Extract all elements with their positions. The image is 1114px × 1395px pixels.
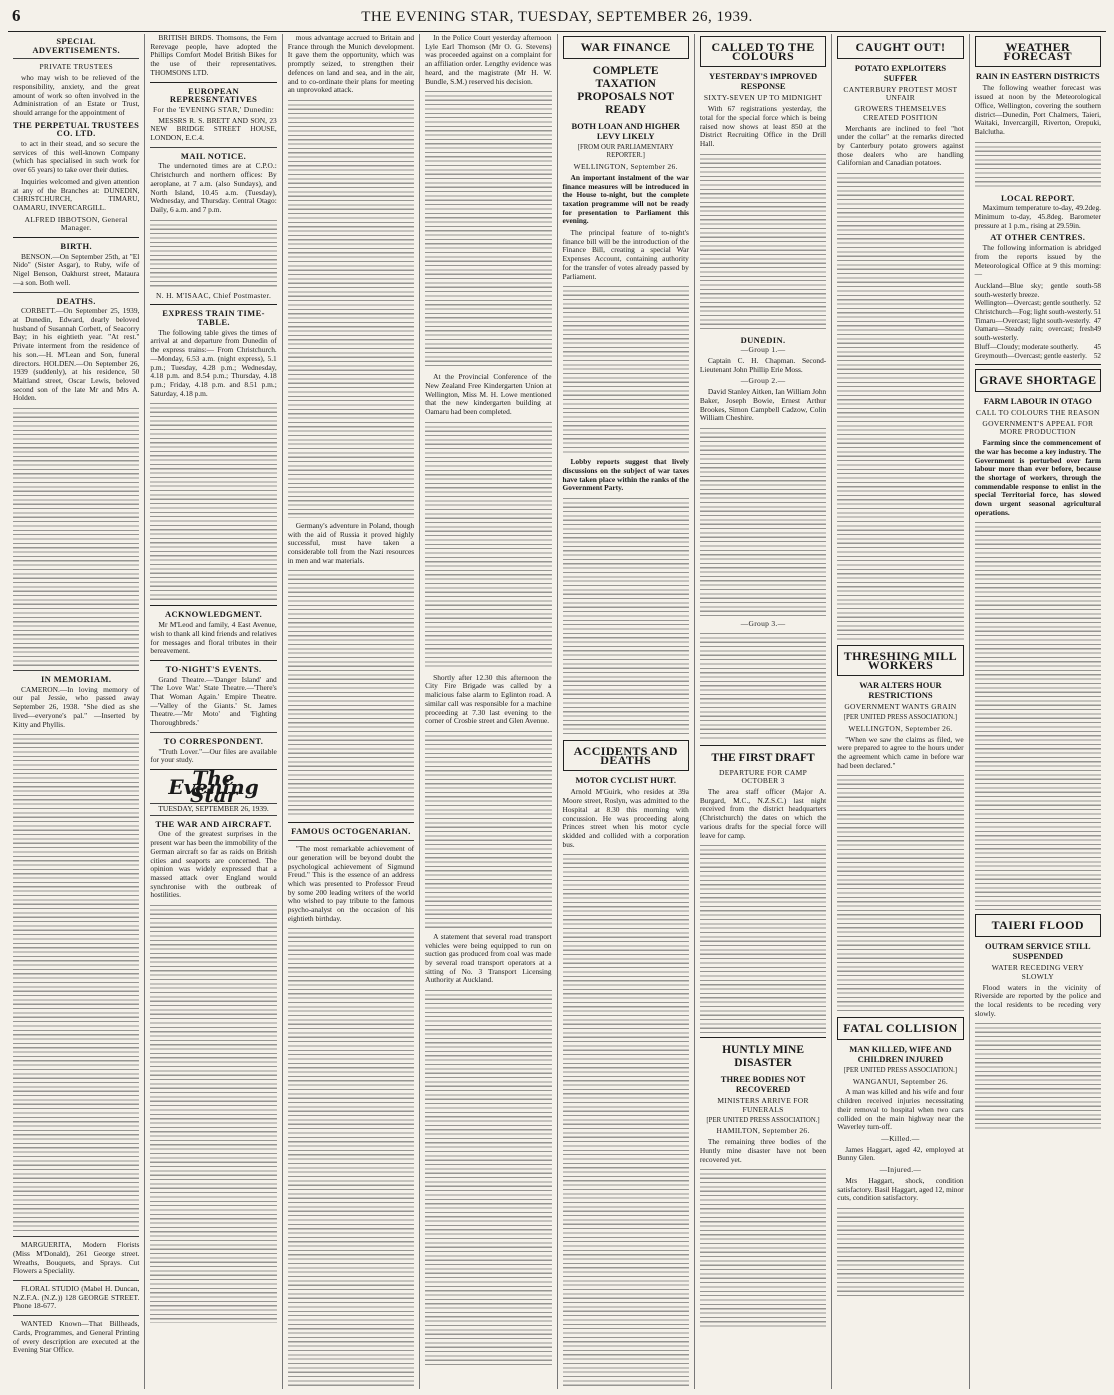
first-draft-heading: THE FIRST DRAFT [711, 751, 815, 764]
column-2 [145, 34, 282, 1389]
trustees-text-2: to act in their stead, and so secure the services of this well-known Company (which has specialised in such work for over 65 years) to take over their duties. [13, 139, 140, 175]
huntly-text: The remaining three bodies of the Huntly mine disaster have not been recovered yet. [699, 1137, 827, 1164]
euro-rep-sub: For the 'EVENING STAR,' Dunedin: [153, 104, 275, 114]
injured-heading: —Injured.— [879, 1165, 922, 1175]
accidents-banner: ACCIDENTS AND DEATHS [563, 740, 689, 771]
colours-banner: CALLED TO THE COLOURS [700, 36, 826, 67]
text-filler [837, 773, 963, 1013]
text-filler [150, 218, 276, 288]
article-text: mous advantage accrued to Britain and France through the Munich development. It gave them the opportunity, which was promptly seized, to strengthen their defences on land and sea, and in the air, and to co-ordinate their plans for meeting an unprovoked attack. [287, 34, 415, 95]
text-filler [563, 852, 689, 1389]
page-columns [8, 34, 1106, 1389]
weather-row: Bluff—Cloudy; moderate southerly. 45 [974, 342, 1101, 351]
column-8 [970, 34, 1106, 1389]
threshing-banner: THRESHING MILL WORKERS [837, 645, 963, 676]
section-heading: SPECIAL ADVERTISEMENTS. [32, 36, 121, 55]
text-filler [975, 140, 1101, 190]
weather-banner: WEATHER FORECAST [975, 36, 1101, 67]
octogenarian-heading: FAMOUS OCTOGENARIAN. [291, 826, 411, 837]
weather-row: Greymouth—Overcast; gentle easterly. 52 [974, 351, 1101, 360]
press-credit: [FROM OUR PARLIAMENTARY REPORTER.] [577, 143, 674, 160]
manager: ALFRED IBBOTSON, General Manager. [24, 214, 128, 233]
injured-text: Mrs Haggart, shock, condition satisfactory. Basil Haggart, aged 12, minor cuts, condition satisfactory. [837, 1175, 964, 1203]
weather-headline: RAIN IN EASTERN DISTRICTS [976, 71, 1100, 82]
motor-cyclist-heading: MOTOR CYCLIST HURT. [575, 775, 676, 786]
war-finance-banner: WAR FINANCE [563, 36, 689, 59]
column-7 [832, 34, 969, 1389]
column-1 [8, 34, 145, 1389]
grave-shortage-subhead-2: GOVERNMENT'S APPEAL FOR MORE PRODUCTION [982, 418, 1094, 437]
article-text: Merchants are inclined to feel "hot under the collar" at the remarks directed by Canterbury potato growers against those dealers who are handling Californian and Canadian potatoes. [837, 123, 964, 168]
article-text: The principal feature of to-night's finance bill will be the introduction of the Finance Bill, creating a special War Expenses Account, containing authority for the transfer of votes already passed by Parliament. [562, 228, 689, 281]
trustees-heading: PRIVATE TRUSTEES [39, 62, 113, 72]
express-heading: EXPRESS TRAIN TIME-TABLE. [162, 308, 265, 328]
euro-rep-heading: EUROPEAN REPRESENTATIVES [169, 85, 258, 105]
potato-subhead: CANTERBURY PROTEST MOST UNFAIR [843, 84, 958, 103]
dunedin-heading: DUNEDIN. [740, 334, 786, 345]
text-filler [288, 926, 414, 1389]
paragraph-note: Shortly after 12.30 this afternoon the City Fire Brigade was called by a malicious false alarm to Eglinton road. A similar call was responsible for a machine proceeding at 7.30 last evening to the corner of Crosbie street and Glen Avenue. [425, 672, 552, 726]
potato-headline: POTATO EXPLOITERS SUFFER [854, 62, 947, 83]
other-centres-text: The following information is abridged from the reports issued by the Meteorological Office at 9 this morning:— [974, 243, 1101, 279]
text-filler [975, 1021, 1101, 1131]
huntly-heading: HUNTLY MINE DISASTER [722, 1044, 805, 1070]
birth-heading: BIRTH. [60, 241, 92, 252]
text-filler [700, 1167, 826, 1327]
weather-table [975, 282, 1101, 360]
text-filler [700, 843, 826, 1033]
mail-signed: N. H. M'ISAAC, Chief Postmaster. [156, 290, 272, 300]
column-5 [558, 34, 695, 1389]
weather-row: Oamaru—Steady rain; overcast; fresh south-westerly. 49 [974, 325, 1101, 343]
paragraph-note: A statement that several road transport vehicles were being equipped to run on suction gas produced from coal was made by several road transport operators at a sitting of No. 3 Transport Licensing Authority at Auckland. [425, 931, 552, 985]
local-report-heading: LOCAL REPORT. [1000, 192, 1075, 203]
text-filler [837, 171, 963, 641]
colours-subhead: SIXTY-SEVEN UP TO MIDNIGHT [703, 93, 823, 103]
taieri-flood-banner: TAIERI FLOOD [975, 914, 1101, 937]
leader-text: One of the greatest surprises in the present war has been the immobility of the German aircraft so far as raids on British cities and seaports are concerned. The opinion was widely expressed that a massed attack over England would synchronise with the outbreak of hostilities. [150, 829, 277, 900]
press-credit: [PER UNITED PRESS ASSOCIATION.] [843, 714, 958, 722]
paragraph-note: In the Police Court yesterday afternoon Lyle Earl Thomson (Mr O. G. Stevens) was proceeded against on a complaint for an affiliation order. Lengthy evidence was heard, and the magistrate (Mr H. W. Bundle, S.M.) reserved his decision. [425, 34, 552, 86]
text-filler [425, 89, 551, 369]
press-credit: [PER UNITED PRESS ASSOCIATION.] [706, 1116, 820, 1124]
ack-heading: ACKNOWLEDGMENT. [164, 609, 263, 620]
mail-heading: MAIL NOTICE. [180, 150, 247, 161]
text-filler [700, 631, 826, 741]
potato-subhead-2: GROWERS THEMSELVES CREATED POSITION [854, 104, 947, 122]
huntly-sub-2: MINISTERS ARRIVE FOR FUNERALS [717, 1096, 809, 1114]
first-draft-text: The area staff officer (Major A. Burgard, M.C., N.Z.S.C.) last night received from the district headquarters (Christchurch) the dates on which the various drafts for the special force will leave for camp. [699, 787, 827, 840]
fatal-collision-headline: MAN KILLED, WIFE AND CHILDREN INJURED [849, 1044, 952, 1065]
correspondent-heading: TO CORRESPONDENT. [163, 735, 264, 746]
lobby-paragraph: Lobby reports suggest that lively discussions on the subject of war taxes have taken place within the ranks of the Government Party. [562, 457, 689, 493]
newspaper-nameplate: The Evening Star [168, 765, 259, 808]
huntly-sub: THREE BODIES NOT RECOVERED [720, 1074, 806, 1095]
article-text: With 67 registrations yesterday, the total for the special force which is being raised now shows at least 850 at the District Recruiting Office in the Drill Hall. [699, 104, 827, 148]
group-1-names: Captain C. H. Chapman. Second-Lieutenant John Phillip Erie Moss. [699, 356, 827, 374]
taieri-flood-subhead: WATER RECEDING VERY SLOWLY [991, 963, 1084, 981]
article-text: Germany's adventure in Poland, though with the aid of Russia it proved highly successful, must have taken a considerable toll from the Nazi resources in men and war materials. [287, 520, 415, 565]
weather-row: Wellington—Overcast; gentle southerly. 52 [974, 299, 1101, 308]
ack-text: Mr M'Leod and family, 4 East Avenue, wish to thank all kind friends and relatives for messages and floral tributes in their bereavement. [150, 620, 277, 656]
text-filler [563, 496, 689, 736]
masthead-title: THE EVENING STAR, TUESDAY, SEPTEMBER 26, 1939. [361, 9, 753, 25]
branches: Inquiries welcomed and given attention at any of the Branches at: DUNEDIN, CHRISTCHURCH, TIMARU, OAMARU, INVERCARGILL. [13, 176, 140, 212]
text-filler [837, 1206, 963, 1296]
threshing-subhead: GOVERNMENT WANTS GRAIN [844, 702, 957, 712]
text-filler [288, 98, 414, 518]
studio-ad: FLORAL STUDIO (Mabel H. Duncan, N.Z.F.A. (N.Z.)) 128 GEORGE STREET. Phone 18-677. [13, 1284, 140, 1311]
paragraph-note: At the Provincial Conference of the New Zealand Free Kindergarten Union at Wellington, Miss M. H. Lowe mentioned that the new kindergarten building at Oamaru had been completed. [425, 372, 552, 417]
taieri-flood-text: Flood waters in the vicinity of Riverside are reported by the police and the local residents to be receding very slowly. [974, 982, 1101, 1018]
tonight-text: Grand Theatre.—'Danger Island' and 'The Love War.' State Theatre.—'There's That Woman Again.' Empire Theatre.—'Valley of the Giants.' St. James Theatre.—'Mr Moto' and 'Fighting Thoroughbreds.' [150, 674, 277, 728]
deaths-notices: CORBETT.—On September 25, 1939, at Dunedin, Edward, dearly beloved husband of Susannah Corbett, of Seacorry Bay; in his eightieth year. "At rest." Private interment from the residence of his son.—H. M'Lean and Son, funeral directors. HOLDEN.—On September 26, 1939 (suddenly), at his residence, 50 Maitland street, Oscar Lewis, beloved second son of the late Mr and Mrs A. Holden. [13, 306, 140, 403]
war-finance-subhead: BOTH LOAN AND HIGHER LEVY LIKELY [571, 120, 680, 141]
group-3: —Group 3.— [740, 618, 786, 628]
weather-row: Christchurch—Fog; light south-westerly. 51 [974, 308, 1101, 317]
florist-ad: MARGUERITA, Modern Florists (Miss M'Donald), 261 George street. Wreaths, Bouquets, and Sprays. Cut Flowers a Speciality. [13, 1240, 140, 1276]
grave-shortage-headline: FARM LABOUR IN OTAGO [983, 395, 1092, 406]
text-filler [700, 426, 826, 616]
dateline: WANGANUI, September 26. [852, 1076, 949, 1086]
text-filler [288, 568, 414, 818]
text-filler [425, 988, 551, 1368]
column-4 [420, 34, 557, 1389]
text-filler [700, 152, 826, 332]
war-finance-headline: COMPLETE TAXATION PROPOSALS NOT READY [577, 64, 675, 116]
threshing-headline: WAR ALTERS HOUR RESTRICTIONS [859, 680, 942, 701]
other-centres-heading: AT OTHER CENTRES. [990, 232, 1086, 243]
text-filler [13, 406, 139, 666]
threshing-text: "When we saw the claims as filed, we were prepared to agree to the hours under the agreement which came in before war had been declared." [837, 734, 964, 770]
text-filler [563, 284, 689, 454]
column-3 [283, 34, 420, 1389]
deaths-heading: DEATHS. [56, 295, 96, 306]
colours-headline: YESTERDAY'S IMPROVED RESPONSE [709, 71, 818, 92]
leader-heading: THE WAR AND AIRCRAFT. [155, 818, 272, 829]
grave-shortage-text: Farming since the commencement of the war has become a key industry. The Government is perturbed over farm labour more than ever before, because the shortage of workers, through the commendable response to enlist in the special Territorial force, has slowed down urgent seasonal agricultural operations. [974, 438, 1101, 517]
euro-rep-firm: MESSRS R. S. BRETT AND SON, 23 NEW BRIDGE STREET HOUSE, LONDON, E.C.4. [150, 115, 277, 143]
dateline: WELLINGTON, September 26. [573, 162, 678, 172]
weather-row: Auckland—Blue sky; gentle south-south-westerly breeze. 58 [974, 281, 1101, 299]
taieri-flood-headline: OUTRAM SERVICE STILL SUSPENDED [985, 941, 1091, 962]
dateline: HAMILTON, September 26. [716, 1126, 810, 1136]
tonight-heading: TO-NIGHT'S EVENTS. [165, 663, 262, 674]
grave-shortage-banner: GRAVE SHORTAGE [975, 369, 1101, 392]
page-number: 6 [12, 6, 21, 25]
nameplate-dateline: TUESDAY, SEPTEMBER 26, 1939. [150, 803, 276, 816]
dateline: WELLINGTON, September 26. [848, 723, 953, 733]
company-name: THE PERPETUAL TRUSTEES CO. LTD. [13, 119, 140, 139]
text-filler [975, 520, 1101, 910]
memoriam-heading: IN MEMORIAM. [40, 674, 112, 685]
weather-text: The following weather forecast was issued at noon by the Meteorological Office, Wellington, covering the southern district—Dunedin, Port Chalmers, Taieri, Waitaki, Invercargill, Riverton, Orepuki, Balclutha. [974, 83, 1101, 136]
fatal-collision-text: A man was killed and his wife and four children received injuries necessitating their removal to hospital when two cars collided on the main highway near the Waverley turn-off. [837, 1087, 964, 1132]
memoriam-notice: CAMERON.—In loving memory of our pal Jessie, who passed away September 26, 1938. "She died as she lived—everyone's pal." —Inserted by Kitty and Phyllis. [13, 684, 140, 729]
text-filler [150, 903, 276, 1323]
first-draft-sub: DEPARTURE FOR CAMP OCTOBER 3 [719, 767, 808, 786]
british-birds-ad: BRITISH BIRDS. Thomsons, the Fern Rerevage people, have adopted the Phillips Comfort Model British Bikes for the use of their representatives. THOMSONS LTD. [150, 34, 277, 77]
motor-cyclist-text: Arnold M'Guirk, who resides at 39a Moore street, Roslyn, was admitted to the Hospital at 8.30 this morning with concussion. He was proceeding along Princes street when his motor cycle skidded and collided with a corporation bus. [562, 787, 689, 849]
birth-notice: BENSON.—On September 25th, at "El Nido" (Sister Asgar), to Ruby, wife of Nigel Benson, Oakhurst street, Mataura —a son. Both well. [13, 251, 140, 287]
text-filler [150, 401, 276, 601]
caught-out-banner: CAUGHT OUT! [837, 36, 963, 59]
press-credit: [PER UNITED PRESS ASSOCIATION.] [843, 1067, 958, 1075]
local-report-text: Maximum temperature to-day, 49.2deg. Minimum to-day, 45.8deg. Barometer pressure at 1 p.m., rising at 29.59in. [974, 203, 1101, 230]
group-2: —Group 2.— [740, 376, 786, 386]
text-filler [425, 420, 551, 670]
trustees-text: who may wish to be relieved of the responsibility, anxiety, and the great amount of work so often involved in the Administration of an Estate or Trust, should arrange for the appointment of [13, 73, 140, 117]
article-lede: An important instalment of the war finance measures will be introduced in the House to-night, but the complete taxation programme will not be ready for presentation to Parliament this evening. [562, 172, 689, 226]
octogenarian-text: "The most remarkable achievement of our generation will be beyond doubt the psychological achievement of Sigmund Freud." This is the essence of an address which was presented to Professor Freud by some 200 leading writers of the world who wished to pay tribute to the famous psycho-analyst on the occasion of his eightieth birthday. [287, 844, 415, 923]
grave-shortage-subhead: CALL TO COLOURS THE REASON [975, 407, 1100, 417]
mail-text: The undernoted times are at C.P.O.: Christchurch and northern offices: By aeroplane, at 7 a.m. (also Sundays), and North Island, 10.45 a.m. (Tuesday), Wednesday, and Thursday. Central Otago: Daily, 6 a.m. and 7 p.m. [150, 161, 277, 214]
page-masthead [8, 6, 1106, 32]
text-filler [425, 729, 551, 929]
fatal-collision-banner: FATAL COLLISION [837, 1017, 963, 1040]
printing-ad: WANTED Known—That Billheads, Cards, Programmes, and General Printing of every description are executed at the Evening Star Office. [13, 1319, 140, 1355]
group-1: —Group 1.— [740, 345, 786, 355]
express-text: The following table gives the times of arrival at and departure from Dunedin of the express trains:— From Christchurch.—Monday, 6.53 a.m. (night express), 5.1 p.m.; Tuesday, 4.28 p.m.; Wednesday, 4.18 p.m. and 8.54 p.m.; Thursday, 4.18 p.m.; Friday, 4.18 p.m. and 8.51 p.m.; Saturday, 4.18 p.m. [150, 327, 277, 398]
correspondent-text: "Truth Lover."—Our files are available for your study. [150, 746, 277, 765]
column-6 [695, 34, 832, 1389]
group-2-names: David Stanley Aitken, Ian William John Baker, Joseph Bowie, Ernest Arthur Brookes, Simon Campbell Cadzow, Colin William Cheshire. [699, 387, 827, 423]
killed-text: James Haggart, aged 42, employed at Bunny Glen. [837, 1144, 964, 1163]
text-filler [13, 732, 139, 1232]
weather-row: Timaru—Overcast; light south-westerly. 47 [974, 316, 1101, 325]
killed-heading: —Killed.— [881, 1133, 920, 1143]
